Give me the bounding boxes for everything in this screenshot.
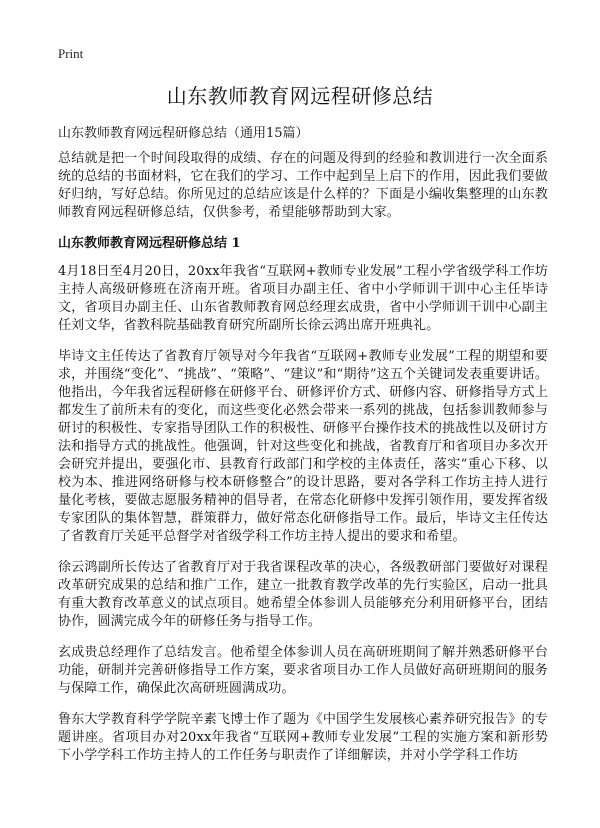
section-heading: 山东教师教育网远程研修总结 1 — [58, 236, 241, 251]
document-body — [58, 150, 548, 778]
body-paragraph-2: 毕诗文主任传达了省教育厅领导对今年我省“互联网+教师专业发展”工程的期望和要求，并围绕“变化”、“挑战”、“策略”、“建议”和“期待”这五个关键词发表重要讲话。他指出，今年我省远程研修在研修平台、研修评价方式、研修内容、研修指导方式上都发生了前所未有的变化，而这些变化必然会带来一系列的挑战，包括参训教师参与研讨的积极性、专家指导团队工作的积极性、研修平台操作技术的挑战性以及研讨方法和指导方式的挑战性。他强调，针对这些变化和挑战，省教育厅和省项目办多次开会研究并提出，要强化市、县教育行政部门和学校的主体责任，落实“重心下移、以校为本、推进网络研修与校本研修整合”的设计思路，要对各学科工作坊主持人进行量化考核，要做志愿服务精神的倡导者，在常态化研修中发挥引领作用，要发挥省级专家团队的集体智慧，群策群力，做好常态化研修指导工作。最后，毕诗文主任传达了省教育厅关延平总督学对省级学科工作坊主持人提出的要求和希望。 — [58, 349, 548, 544]
body-paragraph-4: 玄成贵总经理作了总结发言。他希望全体参训人员在高研班期间了解并熟悉研修平台功能，研制并完善研修指导工作方案，要求省项目办工作人员做好高研班期间的服务与保障工作，确保此次高研班圆满成功。 — [58, 645, 548, 696]
intro-paragraph: 总结就是把一个时间段取得的成绩、存在的问题及得到的经验和教训进行一次全面系统的总结的书面材料，它在我们的学习、工作中起到呈上启下的作用，因此我们要做好归纳，写好总结。你所见过的总结应该是什么样的？下面是小编收集整理的山东教师教育网远程研修总结，仅供参考，希望能够帮助到大家。 — [58, 151, 548, 220]
page-title: 山东教师教育网远程研修总结 — [166, 84, 434, 108]
body-paragraph-1: 4月18日至4月20日，20xx年我省“互联网+教师专业发展”工程小学省级学科工作坊主持人高级研修班在济南开班。省项目办副主任、省中小学师训干训中心主任毕诗文，省项目办副主任、山东省教师教育网总经理玄成贵，省中小学师训干训中心副主任刘文华，省教科院基础教育研究所副所长徐云鸿出席开班典礼。 — [58, 264, 548, 333]
body-paragraph-5: 鲁东大学教育科学学院辛素飞博士作了题为《中国学生发展核心素养研究报告》的专题讲座。省项目办对20xx年我省“互联网+教师专业发展”工程的实施方案和新形势下小学学科工作坊主持人的工作任务与职责作了详细解读，并对小学学科工作坊 — [58, 712, 548, 763]
body-paragraph-3: 徐云鸿副所长传达了省教育厅对于我省课程改革的决心，各级教研部门要做好对课程改革研究成果的总结和推广工作，建立一批教育教学改革的先行实验区，启动一批具有重大教育改革意义的试点项目。她希望全体参训人员能够充分利用研修平台，团结协作，圆满完成今年的研修任务与指导工作。 — [58, 560, 548, 629]
document-subtitle: 山东教师教育网远程研修总结（通用15篇） — [58, 126, 309, 141]
print-link[interactable]: Print — [58, 46, 84, 61]
